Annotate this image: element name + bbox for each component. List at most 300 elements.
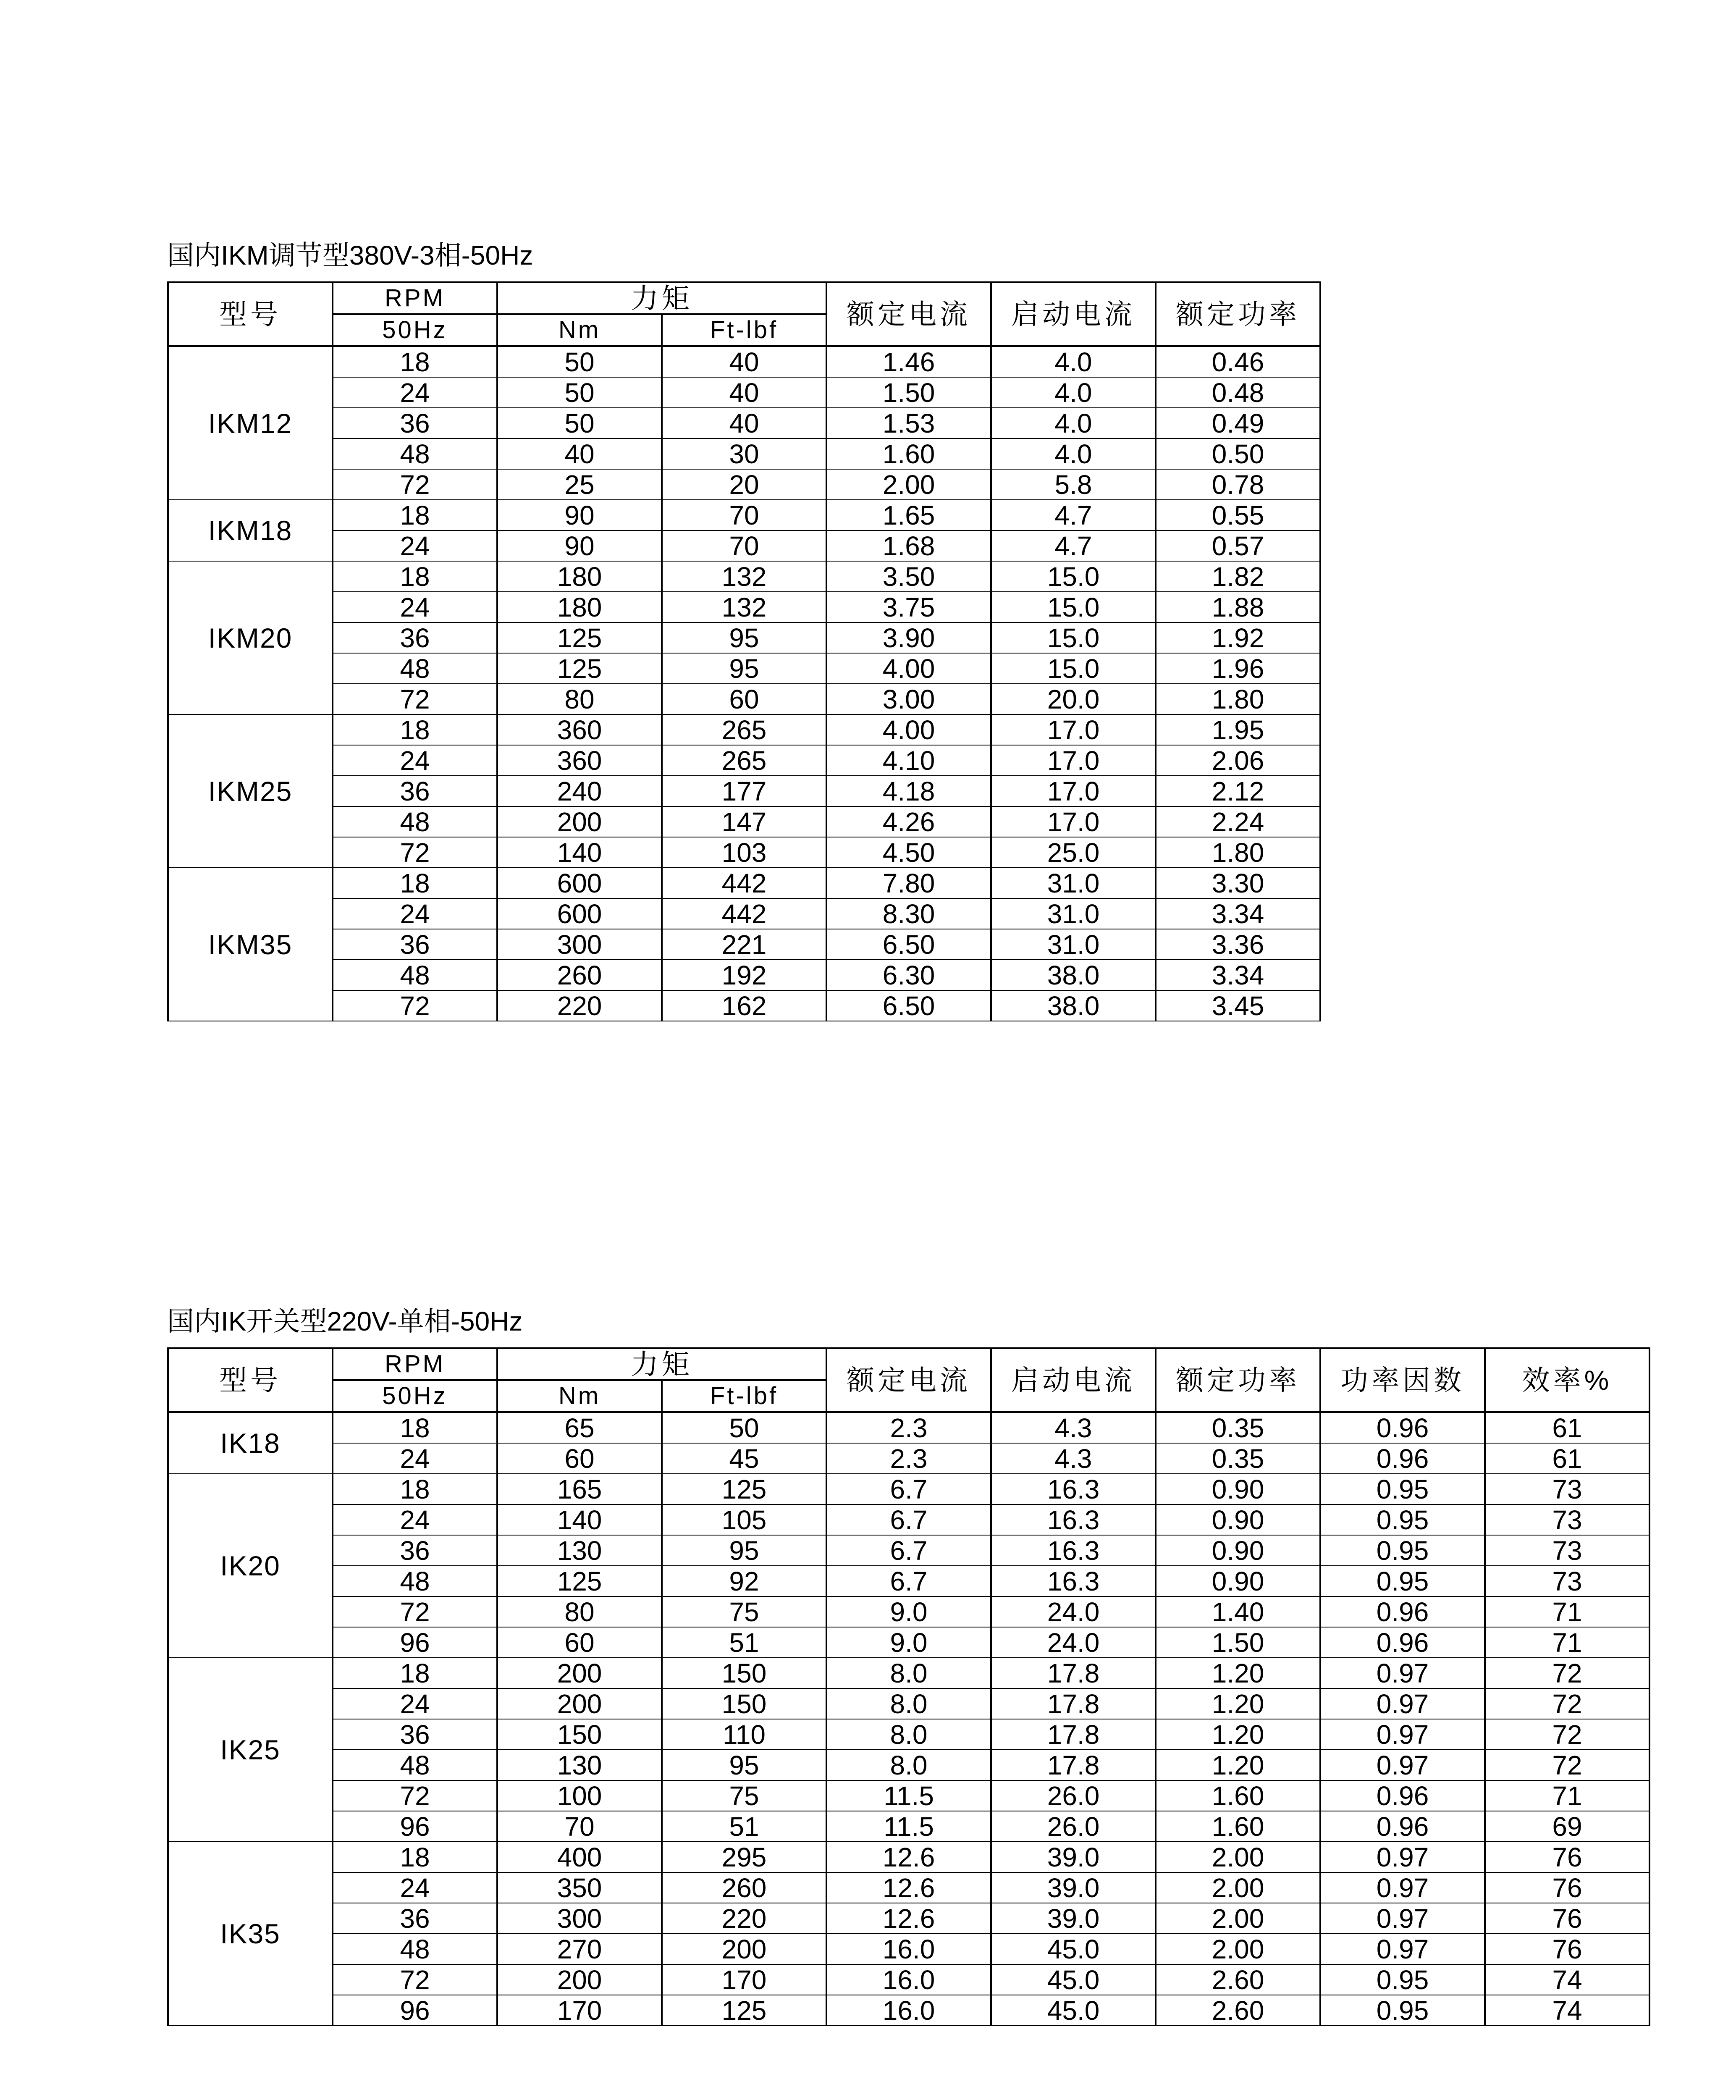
value-cell: 1.68 <box>826 530 991 561</box>
value-cell: 95 <box>662 1750 826 1780</box>
value-cell: 150 <box>662 1658 826 1688</box>
value-cell: 72 <box>333 837 497 868</box>
value-cell: 17.8 <box>991 1719 1156 1750</box>
value-cell: 0.95 <box>1320 1964 1485 1995</box>
value-cell: 4.00 <box>826 653 991 684</box>
value-cell: 9.0 <box>826 1627 991 1658</box>
value-cell: 6.7 <box>826 1474 991 1504</box>
value-cell: 360 <box>497 745 662 776</box>
value-cell: 18 <box>333 346 497 377</box>
header-rated-power: 额定功率 <box>1156 282 1320 346</box>
value-cell: 18 <box>333 868 497 898</box>
value-cell: 16.3 <box>991 1535 1156 1566</box>
value-cell: 72 <box>1485 1750 1649 1780</box>
value-cell: 442 <box>662 898 826 929</box>
value-cell: 15.0 <box>991 592 1156 622</box>
value-cell: 25 <box>497 469 662 500</box>
value-cell: 60 <box>497 1627 662 1658</box>
table-row <box>168 868 1320 898</box>
value-cell: 6.7 <box>826 1566 991 1596</box>
table-row <box>168 714 1320 745</box>
header-rated-current: 额定电流 <box>826 282 991 346</box>
header-torque-ftlbf: Ft-lbf <box>662 314 826 346</box>
value-cell: 40 <box>497 438 662 469</box>
value-cell: 24 <box>333 1504 497 1535</box>
value-cell: 60 <box>662 684 826 714</box>
value-cell: 76 <box>1485 1842 1649 1872</box>
value-cell: 24 <box>333 1443 497 1474</box>
value-cell: 170 <box>497 1995 662 2026</box>
value-cell: 0.49 <box>1156 408 1320 438</box>
value-cell: 350 <box>497 1872 662 1903</box>
value-cell: 9.0 <box>826 1596 991 1627</box>
value-cell: 16.3 <box>991 1566 1156 1596</box>
value-cell: 24 <box>333 898 497 929</box>
value-cell: 73 <box>1485 1504 1649 1535</box>
value-cell: 1.60 <box>1156 1811 1320 1842</box>
value-cell: 48 <box>333 1566 497 1596</box>
value-cell: 0.97 <box>1320 1842 1485 1872</box>
ikm-spec-table <box>167 281 1321 1021</box>
value-cell: 36 <box>333 1903 497 1934</box>
value-cell: 73 <box>1485 1566 1649 1596</box>
ik-spec-table <box>167 1347 1650 2026</box>
value-cell: 150 <box>497 1719 662 1750</box>
value-cell: 200 <box>662 1934 826 1964</box>
value-cell: 70 <box>662 530 826 561</box>
value-cell: 17.8 <box>991 1688 1156 1719</box>
header-torque-nm: Nm <box>497 314 662 346</box>
value-cell: 45.0 <box>991 1964 1156 1995</box>
value-cell: 1.46 <box>826 346 991 377</box>
model-cell: IK18 <box>168 1412 333 1474</box>
header-start-current: 启动电流 <box>991 1348 1156 1412</box>
value-cell: 1.53 <box>826 408 991 438</box>
value-cell: 96 <box>333 1811 497 1842</box>
value-cell: 220 <box>662 1903 826 1934</box>
table2-caption: 国内IK开关型220V-单相-50Hz <box>167 1306 523 1336</box>
value-cell: 45.0 <box>991 1995 1156 2026</box>
value-cell: 76 <box>1485 1872 1649 1903</box>
value-cell: 4.50 <box>826 837 991 868</box>
table-row <box>168 408 1320 438</box>
value-cell: 24 <box>333 592 497 622</box>
value-cell: 31.0 <box>991 929 1156 960</box>
value-cell: 48 <box>333 438 497 469</box>
value-cell: 4.00 <box>826 714 991 745</box>
value-cell: 24.0 <box>991 1596 1156 1627</box>
header-torque-ftlbf: Ft-lbf <box>662 1380 826 1412</box>
value-cell: 8.0 <box>826 1719 991 1750</box>
value-cell: 36 <box>333 1719 497 1750</box>
header-rpm-frequency: 50Hz <box>333 314 497 346</box>
value-cell: 0.97 <box>1320 1872 1485 1903</box>
table-row <box>168 1412 1649 1443</box>
value-cell: 1.50 <box>1156 1627 1320 1658</box>
value-cell: 3.50 <box>826 561 991 592</box>
value-cell: 90 <box>497 500 662 530</box>
value-cell: 170 <box>662 1964 826 1995</box>
value-cell: 125 <box>662 1474 826 1504</box>
header-torque: 力矩 <box>497 1348 826 1380</box>
value-cell: 39.0 <box>991 1903 1156 1934</box>
value-cell: 48 <box>333 1750 497 1780</box>
value-cell: 400 <box>497 1842 662 1872</box>
value-cell: 72 <box>333 469 497 500</box>
table-row <box>168 1995 1649 2026</box>
value-cell: 0.96 <box>1320 1627 1485 1658</box>
value-cell: 17.8 <box>991 1750 1156 1780</box>
value-cell: 132 <box>662 561 826 592</box>
value-cell: 200 <box>497 806 662 837</box>
value-cell: 16.0 <box>826 1964 991 1995</box>
value-cell: 1.96 <box>1156 653 1320 684</box>
value-cell: 1.20 <box>1156 1750 1320 1780</box>
value-cell: 24.0 <box>991 1627 1156 1658</box>
value-cell: 2.3 <box>826 1443 991 1474</box>
header-rpm: RPM <box>333 282 497 314</box>
value-cell: 0.50 <box>1156 438 1320 469</box>
value-cell: 7.80 <box>826 868 991 898</box>
table-row <box>168 1811 1649 1842</box>
value-cell: 17.8 <box>991 1658 1156 1688</box>
value-cell: 18 <box>333 1474 497 1504</box>
value-cell: 0.95 <box>1320 1566 1485 1596</box>
value-cell: 95 <box>662 1535 826 1566</box>
value-cell: 5.8 <box>991 469 1156 500</box>
table-row <box>168 1750 1649 1780</box>
value-cell: 73 <box>1485 1535 1649 1566</box>
value-cell: 8.0 <box>826 1658 991 1688</box>
value-cell: 96 <box>333 1995 497 2026</box>
table-row <box>168 745 1320 776</box>
value-cell: 147 <box>662 806 826 837</box>
value-cell: 76 <box>1485 1903 1649 1934</box>
value-cell: 300 <box>497 1903 662 1934</box>
value-cell: 12.6 <box>826 1872 991 1903</box>
value-cell: 2.3 <box>826 1412 991 1443</box>
value-cell: 26.0 <box>991 1811 1156 1842</box>
value-cell: 4.3 <box>991 1443 1156 1474</box>
value-cell: 0.95 <box>1320 1995 1485 2026</box>
value-cell: 12.6 <box>826 1842 991 1872</box>
value-cell: 16.0 <box>826 1995 991 2026</box>
value-cell: 17.0 <box>991 776 1156 806</box>
value-cell: 2.00 <box>1156 1872 1320 1903</box>
value-cell: 8.30 <box>826 898 991 929</box>
value-cell: 24 <box>333 1872 497 1903</box>
value-cell: 103 <box>662 837 826 868</box>
value-cell: 0.35 <box>1156 1412 1320 1443</box>
table-row <box>168 1780 1649 1811</box>
value-cell: 36 <box>333 929 497 960</box>
table-row <box>168 377 1320 408</box>
table-row <box>168 1842 1649 1872</box>
value-cell: 74 <box>1485 1964 1649 1995</box>
value-cell: 48 <box>333 806 497 837</box>
value-cell: 180 <box>497 561 662 592</box>
value-cell: 11.5 <box>826 1811 991 1842</box>
value-cell: 70 <box>497 1811 662 1842</box>
table-row <box>168 898 1320 929</box>
value-cell: 16.0 <box>826 1934 991 1964</box>
value-cell: 80 <box>497 1596 662 1627</box>
table-row <box>168 1566 1649 1596</box>
value-cell: 72 <box>333 990 497 1021</box>
value-cell: 51 <box>662 1811 826 1842</box>
value-cell: 3.30 <box>1156 868 1320 898</box>
value-cell: 15.0 <box>991 622 1156 653</box>
table-row <box>168 990 1320 1021</box>
value-cell: 18 <box>333 1412 497 1443</box>
value-cell: 24 <box>333 745 497 776</box>
value-cell: 72 <box>333 684 497 714</box>
value-cell: 0.96 <box>1320 1811 1485 1842</box>
value-cell: 39.0 <box>991 1872 1156 1903</box>
value-cell: 4.7 <box>991 530 1156 561</box>
value-cell: 50 <box>662 1412 826 1443</box>
value-cell: 6.30 <box>826 960 991 990</box>
header-rpm-frequency: 50Hz <box>333 1380 497 1412</box>
value-cell: 72 <box>333 1964 497 1995</box>
value-cell: 70 <box>662 500 826 530</box>
model-cell: IK35 <box>168 1842 333 2026</box>
table-row <box>168 622 1320 653</box>
value-cell: 36 <box>333 408 497 438</box>
value-cell: 15.0 <box>991 653 1156 684</box>
value-cell: 72 <box>333 1780 497 1811</box>
value-cell: 110 <box>662 1719 826 1750</box>
value-cell: 125 <box>497 653 662 684</box>
value-cell: 72 <box>1485 1688 1649 1719</box>
value-cell: 95 <box>662 622 826 653</box>
value-cell: 1.40 <box>1156 1596 1320 1627</box>
value-cell: 45.0 <box>991 1934 1156 1964</box>
table-row <box>168 1719 1649 1750</box>
value-cell: 0.57 <box>1156 530 1320 561</box>
value-cell: 2.12 <box>1156 776 1320 806</box>
value-cell: 220 <box>497 990 662 1021</box>
value-cell: 15.0 <box>991 561 1156 592</box>
value-cell: 38.0 <box>991 960 1156 990</box>
value-cell: 48 <box>333 960 497 990</box>
header-torque-nm: Nm <box>497 1380 662 1412</box>
value-cell: 3.34 <box>1156 960 1320 990</box>
value-cell: 71 <box>1485 1596 1649 1627</box>
value-cell: 165 <box>497 1474 662 1504</box>
value-cell: 0.97 <box>1320 1934 1485 1964</box>
value-cell: 71 <box>1485 1627 1649 1658</box>
header-rated-power: 额定功率 <box>1156 1348 1320 1412</box>
model-cell: IK20 <box>168 1474 333 1658</box>
table-row <box>168 684 1320 714</box>
table-row <box>168 500 1320 530</box>
value-cell: 1.60 <box>1156 1780 1320 1811</box>
value-cell: 51 <box>662 1627 826 1658</box>
table-row <box>168 561 1320 592</box>
value-cell: 18 <box>333 714 497 745</box>
value-cell: 16.3 <box>991 1504 1156 1535</box>
model-cell: IKM25 <box>168 714 333 868</box>
header-torque: 力矩 <box>497 282 826 314</box>
value-cell: 30 <box>662 438 826 469</box>
value-cell: 80 <box>497 684 662 714</box>
value-cell: 17.0 <box>991 806 1156 837</box>
value-cell: 2.00 <box>1156 1934 1320 1964</box>
value-cell: 260 <box>662 1872 826 1903</box>
value-cell: 24 <box>333 530 497 561</box>
table-row <box>168 1474 1649 1504</box>
value-cell: 1.80 <box>1156 684 1320 714</box>
value-cell: 3.75 <box>826 592 991 622</box>
header-rpm: RPM <box>333 1348 497 1380</box>
value-cell: 0.95 <box>1320 1474 1485 1504</box>
value-cell: 1.88 <box>1156 592 1320 622</box>
value-cell: 2.00 <box>826 469 991 500</box>
value-cell: 45 <box>662 1443 826 1474</box>
value-cell: 3.90 <box>826 622 991 653</box>
value-cell: 4.18 <box>826 776 991 806</box>
value-cell: 69 <box>1485 1811 1649 1842</box>
value-cell: 1.95 <box>1156 714 1320 745</box>
value-cell: 0.97 <box>1320 1903 1485 1934</box>
value-cell: 1.65 <box>826 500 991 530</box>
value-cell: 4.3 <box>991 1412 1156 1443</box>
value-cell: 1.82 <box>1156 561 1320 592</box>
table-row <box>168 1504 1649 1535</box>
value-cell: 0.90 <box>1156 1474 1320 1504</box>
value-cell: 1.60 <box>826 438 991 469</box>
value-cell: 130 <box>497 1535 662 1566</box>
value-cell: 65 <box>497 1412 662 1443</box>
value-cell: 1.20 <box>1156 1658 1320 1688</box>
value-cell: 600 <box>497 898 662 929</box>
model-cell: IKM18 <box>168 500 333 561</box>
value-cell: 50 <box>497 377 662 408</box>
header-power-factor: 功率因数 <box>1320 1348 1485 1412</box>
value-cell: 3.00 <box>826 684 991 714</box>
value-cell: 125 <box>662 1995 826 2026</box>
value-cell: 0.90 <box>1156 1504 1320 1535</box>
value-cell: 200 <box>497 1688 662 1719</box>
table-row <box>168 346 1320 377</box>
value-cell: 1.20 <box>1156 1688 1320 1719</box>
value-cell: 0.90 <box>1156 1535 1320 1566</box>
value-cell: 2.00 <box>1156 1903 1320 1934</box>
model-cell: IK25 <box>168 1658 333 1842</box>
value-cell: 61 <box>1485 1443 1649 1474</box>
value-cell: 48 <box>333 1934 497 1964</box>
value-cell: 75 <box>662 1596 826 1627</box>
value-cell: 39.0 <box>991 1842 1156 1872</box>
header-rated-current: 额定电流 <box>826 1348 991 1412</box>
value-cell: 0.78 <box>1156 469 1320 500</box>
value-cell: 48 <box>333 653 497 684</box>
value-cell: 4.0 <box>991 408 1156 438</box>
value-cell: 16.3 <box>991 1474 1156 1504</box>
value-cell: 92 <box>662 1566 826 1596</box>
value-cell: 6.7 <box>826 1504 991 1535</box>
value-cell: 200 <box>497 1964 662 1995</box>
value-cell: 36 <box>333 622 497 653</box>
value-cell: 74 <box>1485 1995 1649 2026</box>
value-cell: 177 <box>662 776 826 806</box>
value-cell: 360 <box>497 714 662 745</box>
table-row <box>168 960 1320 990</box>
value-cell: 72 <box>333 1596 497 1627</box>
value-cell: 6.7 <box>826 1535 991 1566</box>
value-cell: 0.96 <box>1320 1412 1485 1443</box>
value-cell: 140 <box>497 1504 662 1535</box>
value-cell: 265 <box>662 745 826 776</box>
value-cell: 6.50 <box>826 990 991 1021</box>
value-cell: 2.06 <box>1156 745 1320 776</box>
value-cell: 96 <box>333 1627 497 1658</box>
value-cell: 0.55 <box>1156 500 1320 530</box>
value-cell: 221 <box>662 929 826 960</box>
value-cell: 2.24 <box>1156 806 1320 837</box>
value-cell: 1.92 <box>1156 622 1320 653</box>
value-cell: 4.0 <box>991 377 1156 408</box>
value-cell: 4.7 <box>991 500 1156 530</box>
value-cell: 162 <box>662 990 826 1021</box>
value-cell: 71 <box>1485 1780 1649 1811</box>
header-model: 型号 <box>168 1348 333 1412</box>
value-cell: 95 <box>662 653 826 684</box>
table-row <box>168 1627 1649 1658</box>
value-cell: 36 <box>333 776 497 806</box>
value-cell: 18 <box>333 1842 497 1872</box>
value-cell: 1.50 <box>826 377 991 408</box>
value-cell: 72 <box>1485 1658 1649 1688</box>
value-cell: 4.0 <box>991 346 1156 377</box>
model-cell: IKM35 <box>168 868 333 1021</box>
value-cell: 18 <box>333 561 497 592</box>
value-cell: 0.97 <box>1320 1750 1485 1780</box>
value-cell: 40 <box>662 346 826 377</box>
table-row <box>168 1596 1649 1627</box>
value-cell: 4.0 <box>991 438 1156 469</box>
value-cell: 18 <box>333 1658 497 1688</box>
value-cell: 20.0 <box>991 684 1156 714</box>
value-cell: 270 <box>497 1934 662 1964</box>
value-cell: 4.26 <box>826 806 991 837</box>
model-cell: IKM20 <box>168 561 333 714</box>
value-cell: 60 <box>497 1443 662 1474</box>
value-cell: 18 <box>333 500 497 530</box>
value-cell: 6.50 <box>826 929 991 960</box>
value-cell: 61 <box>1485 1412 1649 1443</box>
table-row <box>168 438 1320 469</box>
value-cell: 25.0 <box>991 837 1156 868</box>
value-cell: 0.97 <box>1320 1688 1485 1719</box>
value-cell: 50 <box>497 408 662 438</box>
value-cell: 38.0 <box>991 990 1156 1021</box>
value-cell: 17.0 <box>991 745 1156 776</box>
table-row <box>168 1658 1649 1688</box>
value-cell: 1.80 <box>1156 837 1320 868</box>
value-cell: 150 <box>662 1688 826 1719</box>
table-row <box>168 1964 1649 1995</box>
value-cell: 0.90 <box>1156 1566 1320 1596</box>
value-cell: 0.96 <box>1320 1780 1485 1811</box>
table-row <box>168 653 1320 684</box>
value-cell: 125 <box>497 622 662 653</box>
table-row <box>168 837 1320 868</box>
table-row <box>168 1688 1649 1719</box>
value-cell: 11.5 <box>826 1780 991 1811</box>
value-cell: 200 <box>497 1658 662 1688</box>
